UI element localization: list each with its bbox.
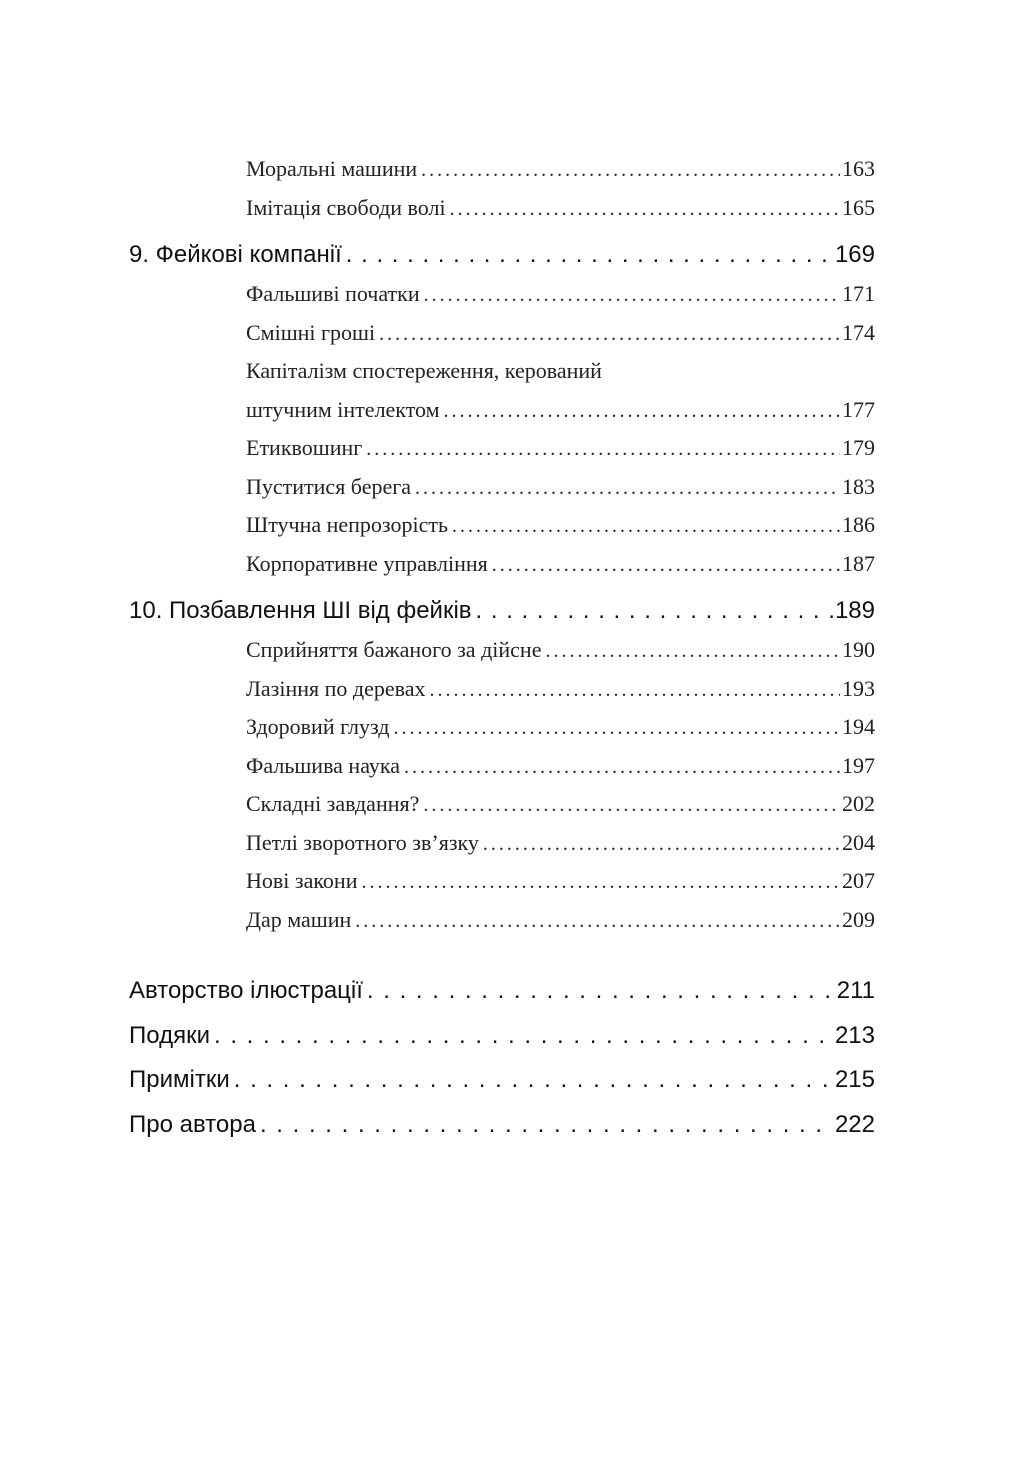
dot-leader	[545, 631, 840, 671]
dot-leader	[450, 189, 840, 229]
toc-back-page: 222	[834, 1110, 875, 1138]
toc-entry-page: 209	[842, 906, 875, 932]
toc-entry	[246, 506, 875, 545]
dot-leader	[379, 314, 840, 354]
toc-back-entry	[129, 1014, 875, 1059]
dot-leader	[415, 468, 840, 508]
toc-entry-title: Фальшиві початки	[246, 281, 420, 306]
toc-chapter-title: 9. Фейкові компанії	[129, 241, 342, 268]
dot-leader	[424, 275, 840, 315]
toc-back-entry	[129, 969, 875, 1014]
toc-back-matter	[129, 969, 875, 1147]
toc-back-title: Про автора	[129, 1110, 256, 1138]
dot-leader	[423, 785, 840, 825]
toc-entry-page: 202	[842, 791, 875, 816]
toc-entry-page: 190	[842, 637, 875, 662]
toc-entry-title: Пуститися берега	[246, 473, 412, 499]
toc-entry	[246, 468, 875, 507]
toc-entry-title: Петлі зворотного зв’язку	[246, 829, 479, 855]
toc-entry-page: 187	[842, 550, 875, 576]
dot-leader	[367, 969, 835, 1014]
toc-back-title: Авторство ілюстрації	[129, 977, 363, 1004]
toc-entry-title: Корпоративне управління	[246, 550, 488, 576]
table-of-contents	[129, 150, 875, 1147]
dot-leader	[393, 708, 840, 748]
dot-leader	[483, 824, 840, 864]
toc-entry-page: 183	[842, 473, 875, 499]
toc-entry-page: 193	[842, 675, 875, 701]
toc-entry-title: Нові закони	[246, 868, 358, 893]
toc-back-page: 213	[834, 1021, 875, 1049]
toc-entry	[246, 670, 875, 709]
toc-entry-title: Смішні гроші	[246, 319, 376, 345]
toc-entry	[246, 785, 875, 824]
toc-chapter-page: 189	[834, 597, 875, 624]
toc-entry	[246, 631, 875, 670]
dot-leader	[260, 1103, 833, 1148]
toc-entry-title: Дар машин	[246, 906, 352, 932]
toc-entry	[246, 275, 875, 314]
toc-back-page: 211	[836, 977, 875, 1004]
toc-entry	[246, 747, 875, 786]
toc-chapter	[129, 591, 875, 631]
toc-back-entry	[129, 1103, 875, 1148]
toc-entry	[246, 189, 875, 228]
toc-chapter	[129, 235, 875, 275]
toc-entry-title: Фальшива наука	[246, 752, 400, 778]
toc-entry	[246, 545, 875, 584]
dot-leader	[361, 862, 840, 902]
toc-entry-page: 179	[842, 435, 875, 460]
toc-entry-page: 204	[842, 829, 875, 855]
toc-entry-title: Сприйняття бажаного за дійсне	[246, 637, 542, 662]
dot-leader	[430, 670, 840, 710]
toc-entry-page: 186	[842, 512, 875, 537]
dot-leader	[444, 391, 840, 431]
toc-entry-title: Лазіння по деревах	[246, 675, 426, 701]
dot-leader	[492, 545, 840, 585]
toc-back-title: Подяки	[129, 1021, 210, 1049]
toc-chapter-page: 169	[834, 241, 875, 268]
toc-entry	[246, 314, 875, 353]
toc-entry-page: 177	[842, 396, 875, 422]
toc-entry-page: 171	[842, 281, 875, 306]
toc-entry-title-line2: штучним інтелектом	[246, 396, 440, 422]
toc-entry-page: 207	[842, 868, 875, 893]
toc-entry-page: 174	[842, 319, 875, 345]
toc-entry	[246, 429, 875, 468]
toc-entry-page: 165	[842, 194, 875, 220]
dot-leader	[214, 1014, 833, 1059]
toc-entry	[246, 708, 875, 747]
dot-leader	[452, 506, 840, 546]
toc-back-entry	[129, 1058, 875, 1103]
toc-entry-title: Імітація свободи волі	[246, 194, 446, 220]
toc-entry-page: 163	[842, 156, 875, 181]
toc-chapter-title: 10. Позбавлення ШІ від фейків	[129, 597, 472, 624]
toc-entry-title-line1: Капіталізм спостереження, керований	[246, 358, 602, 383]
toc-entry	[246, 824, 875, 863]
dot-leader	[404, 747, 840, 787]
dot-leader	[234, 1058, 833, 1103]
dot-leader	[476, 591, 833, 631]
toc-entry	[246, 150, 875, 189]
toc-entry-page: 194	[842, 714, 875, 739]
toc-entry-title: Здоровий глузд	[246, 714, 390, 739]
toc-entry-title: Штучна непрозорість	[246, 512, 449, 537]
toc-entry	[246, 862, 875, 901]
toc-entry-title: Етиквошинг	[246, 435, 363, 460]
toc-entry-title: Моральні машини	[246, 156, 418, 181]
dot-leader	[366, 429, 840, 469]
toc-entry	[246, 901, 875, 940]
toc-back-title: Примітки	[129, 1066, 230, 1093]
toc-back-page: 215	[834, 1066, 875, 1093]
toc-entry-title: Складні завдання?	[246, 791, 420, 816]
toc-entry-page: 197	[842, 752, 875, 778]
dot-leader	[355, 901, 840, 941]
dot-leader	[421, 150, 840, 190]
toc-entry	[246, 391, 875, 430]
dot-leader	[346, 235, 833, 275]
